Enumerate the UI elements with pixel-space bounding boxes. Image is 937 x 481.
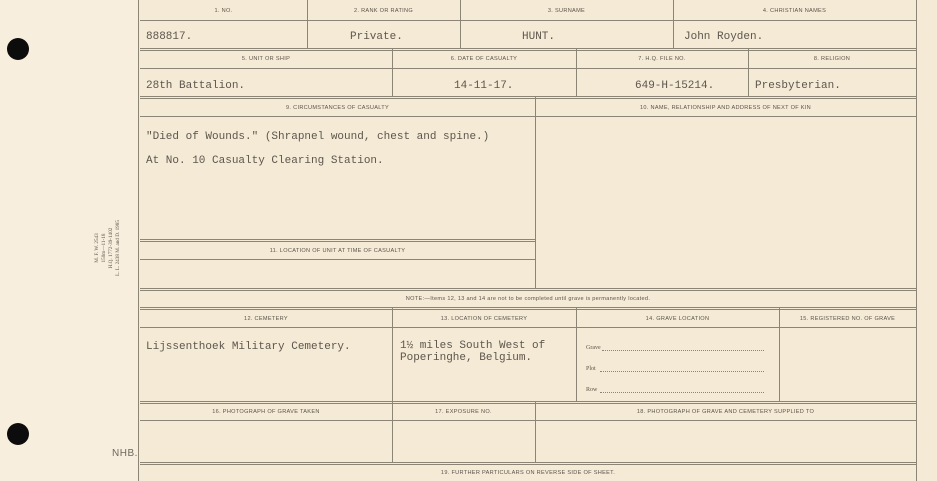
- footer-further-particulars: 19. FURTHER PARTICULARS ON REVERSE SIDE OF SHEET.: [440, 470, 616, 476]
- value-circumstances-line: "Died of Wounds." (Shrapnel wound, chest and spine.): [146, 131, 490, 143]
- plot-field-label: Plot: [586, 366, 596, 372]
- note-text: NOTE:—Items 12, 13 and 14 are not to be completed until grave is permanently located.: [405, 296, 651, 302]
- header-religion: 8. RELIGION: [813, 56, 851, 62]
- rule: [140, 307, 916, 310]
- margin-print-line: M. F. W. 2543: [94, 233, 100, 263]
- value-circumstances-line: At No. 10 Casualty Clearing Station.: [146, 155, 384, 167]
- margin-print-line: L. L. 2438 M. and D. 1985: [115, 220, 121, 276]
- value-no: 888817.: [146, 31, 193, 43]
- header-cemetery: 12. CEMETERY: [244, 316, 288, 322]
- header-photo-taken: 16. PHOTOGRAPH OF GRAVE TAKEN: [212, 409, 320, 415]
- rule: [535, 96, 536, 288]
- value-unit: 28th Battalion.: [146, 80, 246, 92]
- header-no: 1. NO.: [214, 8, 233, 14]
- value-cemetery-location-line: Poperinghe, Belgium.: [400, 352, 533, 364]
- margin-print-line: H.Q. 1772-39-1402: [108, 227, 114, 269]
- row-field-line: [600, 392, 764, 393]
- header-surname: 3. SURNAME: [547, 8, 586, 14]
- value-christian-names: John Royden.: [684, 31, 764, 43]
- header-photo-supplied: 18. PHOTOGRAPH OF GRAVE AND CEMETERY SUPPLIED TO: [636, 409, 815, 415]
- rule: [140, 96, 916, 99]
- rule: [140, 462, 916, 465]
- value-hq-file: 649-H-15214.: [635, 80, 715, 92]
- header-rank: 2. RANK OR RATING: [353, 8, 414, 14]
- header-exposure: 17. EXPOSURE NO.: [435, 409, 492, 415]
- rule: [140, 420, 916, 421]
- rule: [140, 288, 916, 291]
- value-date: 14-11-17.: [454, 80, 514, 92]
- value-rank: Private.: [350, 31, 403, 43]
- archive-stamp: NHB.: [112, 448, 138, 459]
- header-cemetery-location: 13. LOCATION OF CEMETERY: [440, 316, 528, 322]
- header-christian-names: 4. CHRISTIAN NAMES: [762, 8, 827, 14]
- punch-hole-bottom: [7, 423, 29, 445]
- row-field-label: Row: [586, 387, 598, 393]
- header-unit: 5. UNIT OR SHIP: [241, 56, 291, 62]
- plot-field-line: [600, 371, 764, 372]
- value-cemetery: Lijssenthoek Military Cemetery.: [146, 341, 351, 353]
- header-circumstances: 9. CIRCUMSTANCES OF CASUALTY: [286, 105, 389, 111]
- rule: [140, 20, 916, 21]
- rule: [140, 259, 535, 260]
- header-location-unit: 11. LOCATION OF UNIT AT TIME OF CASUALTY: [269, 248, 406, 254]
- header-hq-file: 7. H.Q. FILE NO.: [638, 56, 686, 62]
- value-religion: Presbyterian.: [755, 80, 841, 92]
- rule: [140, 48, 916, 51]
- rule: [140, 239, 535, 242]
- rule: [140, 68, 916, 69]
- rule: [916, 0, 917, 481]
- header-registered-no: 15. REGISTERED NO. OF GRAVE: [799, 316, 896, 322]
- header-grave-location: 14. GRAVE LOCATION: [645, 316, 710, 322]
- grave-field-label: Grave: [586, 345, 601, 351]
- grave-field-line: [602, 350, 764, 351]
- value-cemetery-location-line: 1½ miles South West of: [400, 340, 546, 352]
- rule: [140, 401, 916, 404]
- value-surname: HUNT.: [522, 31, 556, 43]
- rule: [140, 116, 916, 117]
- margin-print-code: [94, 220, 122, 276]
- header-next-of-kin: 10. NAME, RELATIONSHIP AND ADDRESS OF NEXT OF KIN: [639, 105, 812, 111]
- punch-hole-top: [7, 38, 29, 60]
- margin-print-line: 150m—11-18: [101, 233, 107, 263]
- header-date: 6. DATE OF CASUALTY: [450, 56, 518, 62]
- rule: [140, 327, 916, 328]
